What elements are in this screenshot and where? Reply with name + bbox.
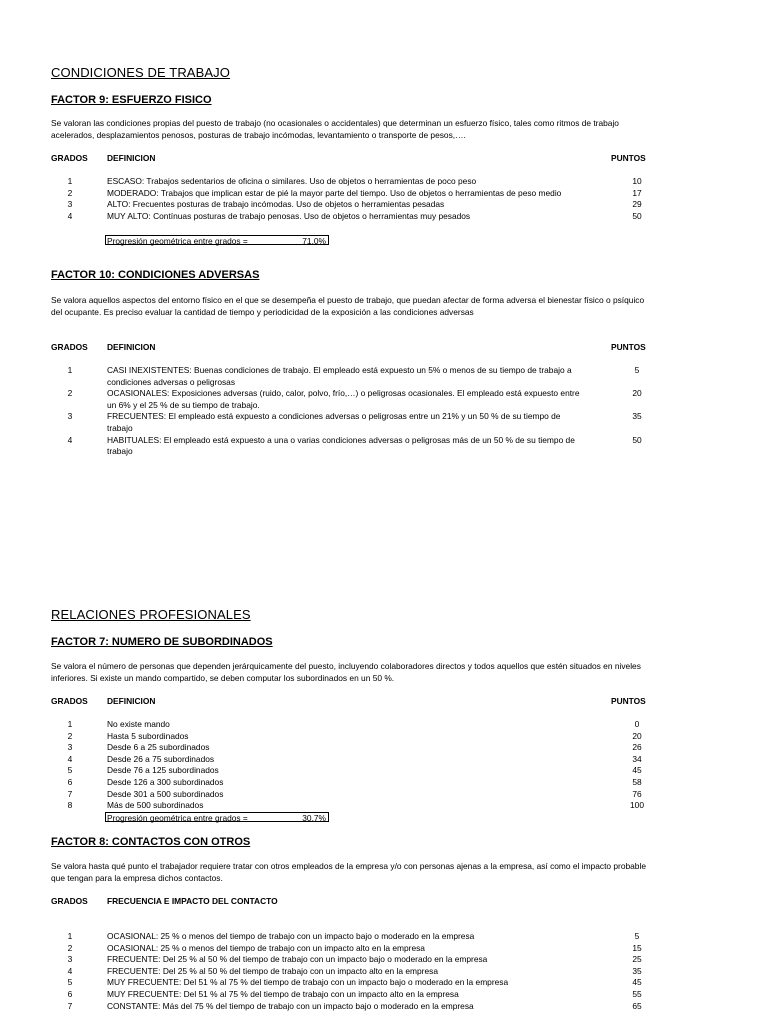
factor-10-header-definicion: DEFINICION [107, 342, 156, 352]
grade-definition: Hasta 5 subordinados [107, 730, 189, 741]
grade-points: 35 [632, 965, 642, 976]
grade-definition: FRECUENTE: Del 25 % al 50 % del tiempo de trabajo con un impacto bajo o moderado en la empresa [107, 954, 488, 965]
grade-definition: MUY FRECUENTE: Del 51 % al 75 % del tiempo de trabajo con un impacto bajo o moderado en la empresa [107, 977, 509, 988]
grade-points: 50 [632, 434, 642, 445]
grade-number: 1 [67, 176, 73, 186]
section-title-condiciones: CONDICIONES DE TRABAJO [51, 65, 230, 80]
grade-points: 45 [632, 977, 642, 988]
factor-9-header-grados: GRADOS [51, 153, 88, 163]
factor-9-header-definicion: DEFINICION [107, 153, 156, 163]
grade-points: 25 [632, 954, 642, 965]
grade-number: 6 [67, 989, 73, 999]
section-title-relaciones: RELACIONES PROFESIONALES [51, 607, 251, 622]
factor-8-description: Se valora hasta qué punto el trabajador requiere tratar con otros empleados de la empresa y/o con personas ajenas a la empresa, así como el impacto probable que tengan para la empresa dichos contactos. [51, 861, 646, 883]
grade-points: 26 [632, 742, 642, 753]
grade-number: 4 [67, 965, 73, 976]
grade-points: 20 [632, 388, 642, 399]
grade-definition: HABITUALES: El empleado está expuesto a una o varias condiciones adversas o peligrosas más de un 50 % de su tiempo de trabajo [107, 434, 575, 457]
grade-number: 5 [67, 765, 73, 776]
grade-points: 10 [632, 176, 642, 186]
factor-9-header-puntos: PUNTOS [611, 153, 646, 163]
grade-definition: MUY FRECUENTE: Del 51 % al 75 % del tiempo de trabajo con un impacto alto en la empresa [107, 989, 459, 999]
factor-9-title: FACTOR 9: ESFUERZO FISICO [51, 94, 212, 106]
progression-label: Progresión geométrica entre grados = [107, 813, 248, 823]
grade-number: 1 [67, 719, 73, 729]
grade-number: 7 [67, 1000, 73, 1011]
grade-number: 4 [67, 753, 73, 764]
grade-definition: CONSTANTE: Más del 75 % del tiempo de trabajo con un impacto bajo o moderado en la empresa [107, 1000, 474, 1011]
grade-points: 76 [632, 788, 642, 799]
grade-points: 65 [632, 1000, 642, 1011]
grade-number: 1 [67, 365, 73, 375]
grade-definition: ESCASO: Trabajos sedentarios de oficina o similares. Uso de objetos o herramientas de poco peso [107, 176, 477, 186]
grade-points: 0 [634, 719, 640, 729]
grade-number: 2 [67, 942, 73, 953]
grade-number: 4 [67, 210, 73, 221]
grade-points: 58 [632, 777, 642, 787]
grade-points: 17 [632, 187, 642, 198]
grade-points: 50 [632, 210, 642, 221]
grade-definition: Más de 500 subordinados [107, 800, 204, 811]
grade-points: 55 [632, 989, 642, 999]
factor-9-progression-box [105, 235, 329, 245]
grade-points: 15 [632, 942, 642, 953]
grade-number: 2 [67, 730, 73, 741]
factor-10-header-grados: GRADOS [51, 342, 88, 352]
grade-points: 5 [634, 365, 640, 375]
grade-number: 8 [67, 800, 73, 811]
grade-definition: Desde 301 a 500 subordinados [107, 788, 224, 799]
factor-10-description: Se valora aquellos aspectos del entorno físico en el que se desempeña el puesto de trabajo, que puedan afectar de forma adversa el bienestar físico o psíquico del ocupante. Es preciso evaluar la cantidad de tiempo y periodicidad de la exposición a las condiciones adversas [51, 295, 645, 317]
grade-number: 3 [67, 199, 73, 210]
factor-7-description: Se valora el número de personas que dependen jerárquicamente del puesto, incluyendo colaboradores directos y todos aquellos que estén situados en niveles inferiores. Si existe un mando compartido, se deben computar los subordinados en un 50 %. [51, 661, 641, 683]
grade-number: 3 [67, 742, 73, 753]
grade-definition: No existe mando [107, 719, 170, 729]
grade-points: 35 [632, 411, 642, 422]
grade-definition: FRECUENTE: Del 25 % al 50 % del tiempo de trabajo con un impacto alto en la empresa [107, 965, 438, 976]
grade-number: 4 [67, 434, 73, 445]
factor-8-header-grados: GRADOS [51, 896, 88, 906]
factor-8-title: FACTOR 8: CONTACTOS CON OTROS [51, 836, 251, 848]
factor-7-title: FACTOR 7: NUMERO DE SUBORDINADOS [51, 636, 273, 648]
grade-number: 2 [67, 187, 73, 198]
grade-definition: OCASIONALES: Exposiciones adversas (ruido, calor, polvo, frío,…) o peligrosas ocasionales. El empleado está expuesto entre un 6% y el 25 % de su tiempo de trabajo. [107, 388, 580, 410]
factor-7-header-puntos: PUNTOS [611, 696, 646, 706]
grade-number: 1 [67, 931, 73, 941]
grade-definition: MODERADO: Trabajos que implican estar de pié la mayor parte del tiempo. Uso de objetos o herramientas de peso medio [107, 187, 562, 198]
factor-9-description: Se valoran las condiciones propias del puesto de trabajo (no ocasionales o accidentales) que determinan un esfuerzo físico, tales como ritmos de trabajo acelerados, desplazamientos penosos, posturas de trabajo incómodas, levantamiento o transporte de pesos,…. [51, 118, 619, 140]
grade-number: 3 [67, 954, 73, 965]
grade-number: 7 [67, 788, 73, 799]
grade-points: 20 [632, 730, 642, 741]
grade-definition: Desde 126 a 300 subordinados [107, 777, 224, 787]
grade-number: 2 [67, 388, 73, 399]
grade-number: 5 [67, 977, 73, 988]
grade-number: 6 [67, 777, 73, 787]
grade-definition: OCASIONAL: 25 % o menos del tiempo de trabajo con un impacto alto en la empresa [107, 942, 425, 953]
grade-definition: FRECUENTES: El empleado está expuesto a condiciones adversas o peligrosas entre un 21% y un 50 % de su tiempo de trabajo [107, 411, 561, 433]
grade-points: 45 [632, 765, 642, 776]
factor-7-progression-box [105, 812, 329, 822]
factor-7-header-grados: GRADOS [51, 696, 88, 706]
grade-definition: ALTO: Frecuentes posturas de trabajo incómodas. Uso de objetos o herramientas pesadas [107, 199, 445, 210]
grade-definition: MUY ALTO: Contínuas posturas de trabajo penosas. Uso de objetos o herramientas muy pesados [107, 210, 471, 221]
factor-10-title: FACTOR 10: CONDICIONES ADVERSAS [51, 269, 260, 281]
grade-number: 3 [67, 411, 73, 422]
progression-value: 30.7% [302, 813, 326, 823]
grade-definition: Desde 26 a 75 subordinados [107, 753, 215, 764]
grade-points: 34 [632, 753, 642, 764]
factor-7-header-definicion: DEFINICION [107, 696, 156, 706]
grade-definition: Desde 6 a 25 subordinados [107, 742, 210, 753]
grade-definition: Desde 76 a 125 subordinados [107, 765, 219, 776]
grade-definition: OCASIONAL: 25 % o menos del tiempo de trabajo con un impacto bajo o moderado en la empresa [107, 931, 475, 941]
grade-points: 100 [630, 800, 644, 811]
progression-value: 71.0% [302, 236, 326, 246]
grade-points: 5 [634, 931, 640, 941]
grade-definition: CASI INEXISTENTES: Buenas condiciones de trabajo. El empleado está expuesto un 5% o menos de su tiempo de trabajo a condiciones adversas o peligrosas [107, 365, 572, 387]
progression-label: Progresión geométrica entre grados = [107, 236, 248, 246]
factor-8-header-frecuencia: FRECUENCIA E IMPACTO DEL CONTACTO [107, 896, 278, 906]
factor-10-header-puntos: PUNTOS [611, 342, 646, 352]
grade-points: 29 [632, 199, 642, 210]
